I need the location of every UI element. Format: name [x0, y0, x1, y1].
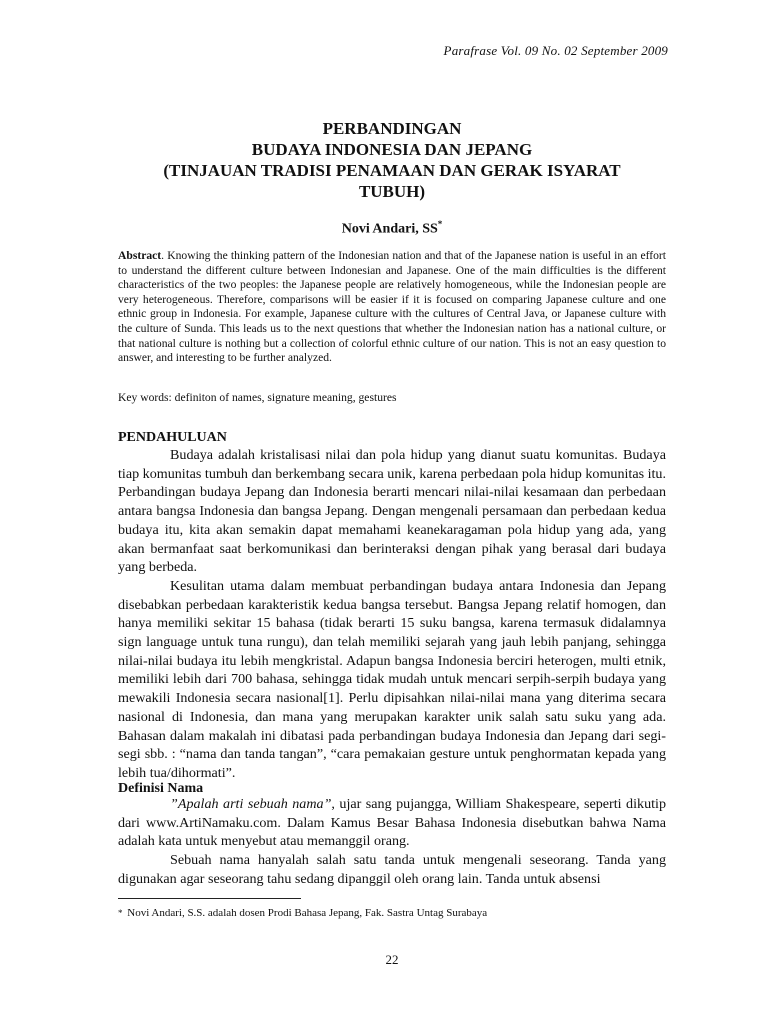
paragraph: [118, 795, 666, 851]
author-line: [118, 219, 666, 238]
abstract: [118, 249, 666, 366]
section-body-definisi-nama: [118, 795, 666, 889]
keywords: Key words: definiton of names, signature meaning, gestures: [118, 391, 397, 404]
abstract-label: Abstract: [118, 249, 162, 262]
author-name: Novi Andari, SS: [341, 221, 438, 237]
paragraph: Sebuah nama hanyalah salah satu tanda untuk mengenali seseorang. Tanda yang digunakan agar seseorang tahu sedang dipanggil oleh orang lain. Tanda untuk absensi: [118, 852, 666, 887]
paragraph: Kesulitan utama dalam membuat perbandingan budaya antara Indonesia dan Jepang disebabkan perbedaan karakteristik kedua bangsa tersebut. Bangsa Jepang relatif homogen, dan hanya memiliki sekitar 15 bahasa (tidak berarti 15 suku bangsa, karena termasuk didalamnya sign language untuk tuna rungu), dan telah memiliki sejarah yang jauh lebih panjang, sehingga nilai-nilai budaya itu lebih mengkristal. Adapun bangsa Indonesia berciri heterogen, multi etnik, memiliki lebih dari 700 bahasa, sehingga tidak mudah untuk mencari serpih-serpih budaya yang mewakili Indonesia secara nasional[1]. Perlu dipisahkan nilai-nilai mana yang diterima secara nasional di Indonesia, dan mana yang merupakan karakter unik salah satu suku yang ada. Bahasan dalam makalah ini dibatasi pada perbandingan budaya Indonesia dan Jepang dari segi-segi sbb. : “nama dan tanda tangan”, “cara pemakaian gesture untuk penghormatan kepada yang lebih tua/dihormati”.: [118, 577, 666, 781]
paragraph: Budaya adalah kristalisasi nilai dan pola hidup yang dianut suatu komunitas. Budaya tiap komunitas tumbuh dan berkembang secara unik, karena perbedaan pola hidup komunitas itu. Perbandingan budaya Jepang dan Indonesia berarti mencari nilai-nilai kesamaan dan perbedaan antara bangsa Indonesia dan bangsa Jepang. Dengan mengenali persamaan dan perbedaan kedua budaya itu, kita akan semakin dapat memahami keanekaragaman pola hidup yang ada, yang akan bermanfaat saat berkomunikasi dan berinteraksi dengan pihak yang berasal dari budaya yang berbeda.: [118, 447, 666, 576]
page-number: 22: [385, 952, 399, 967]
title-line: (TINJAUAN TRADISI PENAMAAN DAN GERAK ISYARAT: [163, 161, 621, 180]
title-line: TUBUH): [358, 182, 426, 201]
title-line: PERBANDINGAN: [322, 119, 462, 138]
section-body-pendahuluan: [118, 446, 666, 783]
footnote-text: Novi Andari, S.S. adalah dosen Prodi Bahasa Jepang, Fak. Sastra Untag Surabaya: [127, 907, 488, 919]
section-heading-pendahuluan: PENDAHULUAN: [118, 430, 227, 445]
abstract-text: . Knowing the thinking pattern of the Indonesian nation and that of the Japanese nation is useful in an effort to understand the different culture between Indonesian and Japanese. One of the main difficulties is the different characteristics of the two peoples: the Japanese people are relatively homogeneous, while the Indonesian people are very heterogeneous. Therefore, comparisons will be easier if it is focused on comparing Japanese culture and one ethnic group in Indonesia. For example, Japanese culture with the cultures of Central Java, or Japanese culture with the culture of Sunda. This leads us to the next questions that whether the Indonesian nation has a national culture, or that national culture is nothing but a collection of colorful ethnic culture of our nation. This is not an easy question to answer, and interesting to be further analyzed.: [118, 249, 666, 365]
footnote: [118, 907, 666, 919]
shakespeare-quote: ”Apalah arti sebuah nama”: [170, 796, 332, 812]
footnote-divider: [118, 898, 301, 899]
author-footnote-mark: *: [437, 219, 443, 229]
title-line: BUDAYA INDONESIA DAN JEPANG: [251, 140, 533, 159]
footnote-mark: *: [118, 908, 123, 918]
journal-header: Parafrase Vol. 09 No. 02 September 2009: [443, 43, 668, 58]
section-heading-definisi-nama: Definisi Nama: [118, 781, 204, 796]
paragraph-text: , ujar sang pujangga, William Shakespeare, seperti dikutip dari www.ArtiNamaku.com. Dalam Kamus Besar Bahasa Indonesia disebutkan bahwa Nama adalah kata untuk menyebut atau memanggil orang.: [118, 796, 666, 850]
paper-title: [118, 118, 666, 202]
